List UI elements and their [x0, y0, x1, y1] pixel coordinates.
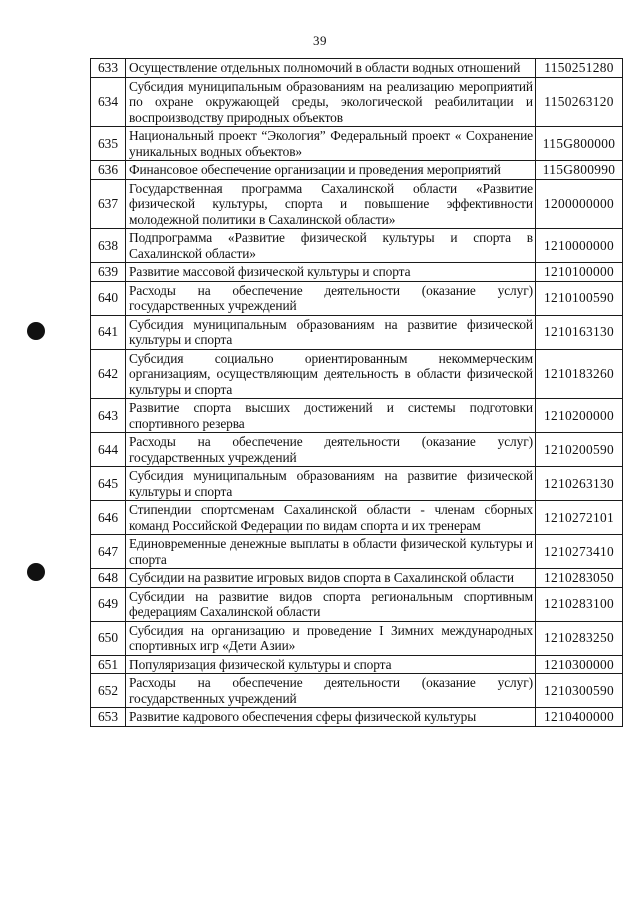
row-number-cell: 643 — [91, 399, 126, 433]
description-cell: Государственная программа Сахалинской области «Развитие физической культуры, спорта и повышение эффективности молодежной политики в Сахалинской области» — [126, 179, 536, 229]
table-row — [91, 587, 623, 621]
description-cell: Финансовое обеспечение организации и проведения мероприятий — [126, 161, 536, 180]
code-cell: 1210300590 — [536, 674, 623, 708]
table-row — [91, 433, 623, 467]
budget-codes-table — [90, 58, 623, 727]
table-row — [91, 59, 623, 78]
row-number-cell: 633 — [91, 59, 126, 78]
description-cell: Субсидии на развитие игровых видов спорта в Сахалинской области — [126, 569, 536, 588]
table-row — [91, 229, 623, 263]
description-cell: Осуществление отдельных полномочий в области водных отношений — [126, 59, 536, 78]
description-cell: Расходы на обеспечение деятельности (оказание услуг) государственных учреждений — [126, 433, 536, 467]
row-number-cell: 638 — [91, 229, 126, 263]
description-cell: Субсидия на организацию и проведение I Зимних международных спортивных игр «Дети Азии» — [126, 621, 536, 655]
table-row — [91, 127, 623, 161]
row-number-cell: 651 — [91, 655, 126, 674]
code-cell: 115G800000 — [536, 127, 623, 161]
code-cell: 1200000000 — [536, 179, 623, 229]
table-row — [91, 467, 623, 501]
table-row — [91, 708, 623, 727]
row-number-cell: 640 — [91, 281, 126, 315]
row-number-cell: 646 — [91, 501, 126, 535]
code-cell: 1150263120 — [536, 77, 623, 127]
description-cell: Популяризация физической культуры и спорта — [126, 655, 536, 674]
row-number-cell: 648 — [91, 569, 126, 588]
description-cell: Субсидия муниципальным образованиям на развитие физической культуры и спорта — [126, 467, 536, 501]
table-row — [91, 349, 623, 399]
description-cell: Единовременные денежные выплаты в области физической культуры и спорта — [126, 535, 536, 569]
row-number-cell: 636 — [91, 161, 126, 180]
code-cell: 1210273410 — [536, 535, 623, 569]
code-cell: 1150251280 — [536, 59, 623, 78]
description-cell: Подпрограмма «Развитие физической культуры и спорта в Сахалинской области» — [126, 229, 536, 263]
table-row — [91, 535, 623, 569]
row-number-cell: 644 — [91, 433, 126, 467]
table-row — [91, 77, 623, 127]
code-cell: 1210272101 — [536, 501, 623, 535]
table-row — [91, 399, 623, 433]
row-number-cell: 652 — [91, 674, 126, 708]
description-cell: Национальный проект “Экология” Федеральный проект « Сохранение уникальных водных объектов» — [126, 127, 536, 161]
table-row — [91, 569, 623, 588]
page-number: 39 — [313, 33, 327, 48]
code-cell: 1210283250 — [536, 621, 623, 655]
description-cell: Развитие массовой физической культуры и спорта — [126, 263, 536, 282]
code-cell: 1210283100 — [536, 587, 623, 621]
code-cell: 115G800990 — [536, 161, 623, 180]
description-cell: Расходы на обеспечение деятельности (оказание услуг) государственных учреждений — [126, 674, 536, 708]
description-cell: Субсидии на развитие видов спорта региональным спортивным федерациям Сахалинской области — [126, 587, 536, 621]
row-number-cell: 649 — [91, 587, 126, 621]
table-row — [91, 674, 623, 708]
description-cell: Стипендии спортсменам Сахалинской области - членам сборных команд Российской Федерации по видам спорта и их тренерам — [126, 501, 536, 535]
code-cell: 1210300000 — [536, 655, 623, 674]
table-row — [91, 281, 623, 315]
code-cell: 1210200000 — [536, 399, 623, 433]
description-cell: Развитие кадрового обеспечения сферы физической культуры — [126, 708, 536, 727]
row-number-cell: 647 — [91, 535, 126, 569]
description-cell: Развитие спорта высших достижений и системы подготовки спортивного резерва — [126, 399, 536, 433]
description-cell: Субсидия муниципальным образованиям на развитие физической культуры и спорта — [126, 315, 536, 349]
description-cell: Субсидия муниципальным образованиям на реализацию мероприятий по охране окружающей среды, экологической реабилитации и воспроизводству природных объектов — [126, 77, 536, 127]
code-cell: 1210400000 — [536, 708, 623, 727]
row-number-cell: 650 — [91, 621, 126, 655]
row-number-cell: 635 — [91, 127, 126, 161]
row-number-cell: 634 — [91, 77, 126, 127]
table-row — [91, 501, 623, 535]
code-cell: 1210183260 — [536, 349, 623, 399]
description-cell: Субсидия социально ориентированным некоммерческим организациям, осуществляющим деятельность в области физической культуры и спорта — [126, 349, 536, 399]
table-row — [91, 621, 623, 655]
punch-hole-mark — [27, 322, 45, 340]
row-number-cell: 653 — [91, 708, 126, 727]
row-number-cell: 639 — [91, 263, 126, 282]
table-row — [91, 655, 623, 674]
punch-hole-mark — [27, 563, 45, 581]
table-body — [91, 59, 623, 727]
code-cell: 1210100590 — [536, 281, 623, 315]
code-cell: 1210000000 — [536, 229, 623, 263]
table-row — [91, 263, 623, 282]
code-cell: 1210283050 — [536, 569, 623, 588]
table-row — [91, 179, 623, 229]
row-number-cell: 641 — [91, 315, 126, 349]
row-number-cell: 645 — [91, 467, 126, 501]
code-cell: 1210163130 — [536, 315, 623, 349]
row-number-cell: 642 — [91, 349, 126, 399]
code-cell: 1210200590 — [536, 433, 623, 467]
code-cell: 1210263130 — [536, 467, 623, 501]
table-row — [91, 315, 623, 349]
code-cell: 1210100000 — [536, 263, 623, 282]
row-number-cell: 637 — [91, 179, 126, 229]
description-cell: Расходы на обеспечение деятельности (оказание услуг) государственных учреждений — [126, 281, 536, 315]
table-row — [91, 161, 623, 180]
